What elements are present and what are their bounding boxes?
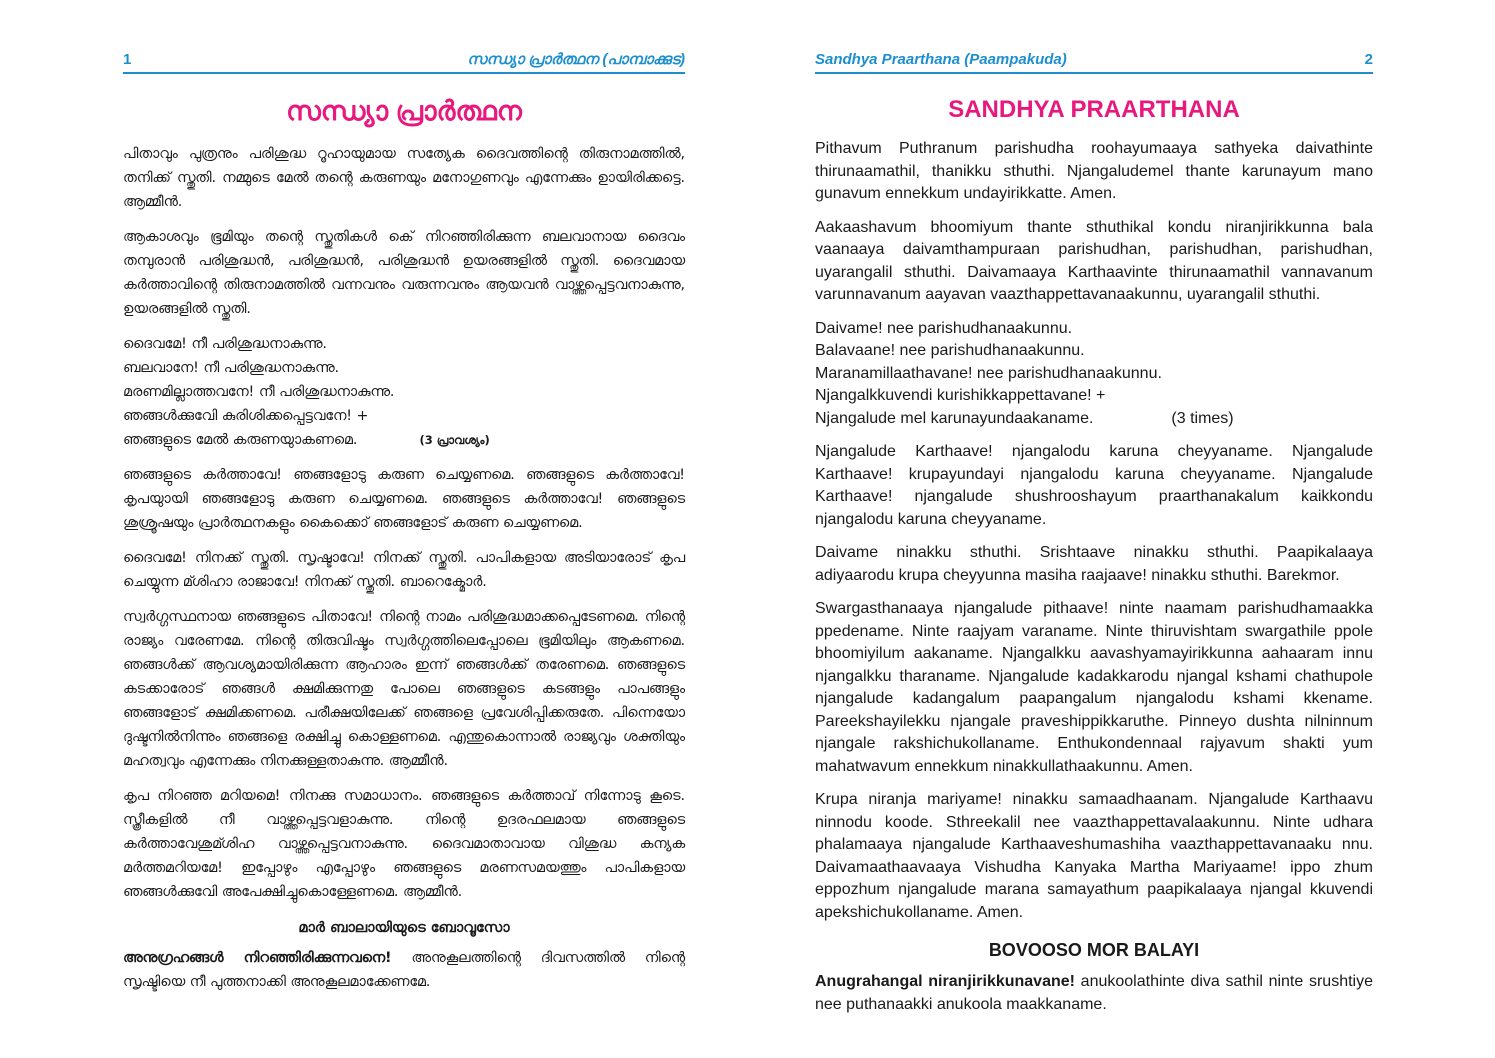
right-line-4: Njangalkkuvendi kurishikkappettavane! + <box>815 387 1106 404</box>
right-trisagion-lines <box>815 318 1373 431</box>
left-page-content <box>123 96 685 1005</box>
right-page-number: 2 <box>1364 50 1373 68</box>
left-paragraph-7-lead: അനുഗ്രഹങ്ങൾ നിറഞ്ഞിരിക്കുന്നവനെ! <box>123 950 392 966</box>
left-times-label: (3 പ്രാവശ്യം) <box>419 433 490 447</box>
right-line-3: Maranamillaathavane! nee parishudhanaakunnu. <box>815 364 1162 382</box>
left-header-title: സന്ധ്യാ പ്രാർത്ഥന (പാമ്പാക്കുട) <box>467 50 685 68</box>
right-paragraph-4: Daivame ninakku sthuthi. Srishtaave ninakku sthuthi. Paapikalaaya adiyaarodu krupa cheyyunna masiha raajaave! ninakku sthuthi. Barekmor. <box>815 544 1373 584</box>
right-paragraph-6: Krupa niranja mariyame! ninakku samaadhaanam. Njangalude Karthaavu ninnodu koode. Sthreekalil nee vaazthappettavalaakunnu. Ninte udhara phalamaaya njangalude Karthaaveshumashiha vaazthappettavanaaku nnu. Daivamaathaavaaya Vishudha Kanyaka Martha Mariyaame! ippo zhum eppozhum njangalude marana samayathum paapikalaaya njangal kkuvendi apekshichukollaname. Amen. <box>815 791 1373 921</box>
left-paragraph-7 <box>123 946 685 994</box>
right-page-header <box>815 48 1373 70</box>
right-paragraph-7 <box>815 971 1373 1016</box>
left-page-number: 1 <box>123 50 132 68</box>
right-header-rule <box>815 72 1373 74</box>
left-header-rule <box>123 72 685 74</box>
right-main-title: SANDHYA PRAARTHANA <box>948 96 1240 123</box>
right-subtitle: BOVOOSO MOR BALAYI <box>988 940 1200 960</box>
right-line-5: Njangalude mel karunayundaakaname. <box>815 409 1094 427</box>
left-line-3: മരണമില്ലാത്തവനേ! നീ പരിശുദ്ധനാകുന്നു. <box>123 384 395 400</box>
left-line-5: ഞങ്ങളുടെ മേൽ കരുണയുാകണമെ. <box>123 432 358 448</box>
left-line-2: ബലവാനേ! നീ പരിശുദ്ധനാകുന്നു. <box>123 360 339 376</box>
left-paragraph-7-rest: അനുകൂലത്തിന്റെ ദിവസത്തിൽ നിന്റെ സൃഷ്ടിയെ നീ പുത്തനാക്കി അനുകൂലമാക്കേണമേ. <box>123 950 685 990</box>
right-header-title: Sandhya Praarthana (Paampakuda) <box>815 50 1067 68</box>
right-line-2: Balavaane! nee parishudhanaakunnu. <box>815 342 1085 359</box>
left-page <box>123 0 685 1058</box>
left-paragraph-5: സ്വർഗ്ഗസ്ഥനായ ഞങ്ങളുടെ പിതാവേ! നിന്റെ നാമം പരിശുദ്ധമാക്കപ്പെടേണമെ. നിന്റെ രാജ്യം വരേണമേ. നിന്റെ തിരുവിഷ്ടം സ്വർഗ്ഗത്തിലെപ്പോലെ ഭൂമിയിലും ആകണമെ. ഞങ്ങൾക്ക് ആവശ്യമായിരിക്കുന്ന ആഹാരം ഇന്ന് ഞങ്ങൾക്ക് തരേണമെ. ഞങ്ങളുടെ കടക്കാരോട് ഞങ്ങൾ ക്ഷമിക്കുന്നതു പോലെ ഞങ്ങളുടെ കടങ്ങളും പാപങ്ങളും ഞങ്ങളോട് ക്ഷമിക്കണമെ. പരീക്ഷയിലേക്ക് ഞങ്ങളെ പ്രവേശിപ്പിക്കരുതേ. പിന്നെയോ ദുഷ്ടനിൽനിന്നും ഞങ്ങളെ രക്ഷിച്ചു കൊള്ളണമെ. എന്തുകൊന്നാൽ രാജ്യവും ശക്തിയും മഹത്വവും എന്നേക്കും നിനക്കുള്ളതാകുന്നു. ആമ്മീൻ. <box>123 609 686 769</box>
left-main-title: സന്ധ്യാ പ്രാർത്ഥന <box>286 96 522 126</box>
right-line-5-wrap <box>815 408 1373 431</box>
left-paragraph-3: ഞങ്ങളുടെ കർത്താവേ! ഞങ്ങളോടു കരുണ ചെയ്യണമെ. ഞങ്ങളുടെ കർത്താവേ! കൃപയുായി ഞങ്ങളോടു കരുണ ചെയ്യണമെ. ഞങ്ങളുടെ കർത്താവേ! ഞങ്ങളുടെ ശുശ്രൂഷയും പ്രാർത്ഥനകളും കൈക്കൊ് ഞങ്ങളോട് കരുണ ചെയ്യണമെ. <box>123 467 685 531</box>
left-paragraph-2: ആകാശവും ഭൂമിയും തന്റെ സ്തുതികൾ കെ് നിറഞ്ഞിരിക്കുന്ന ബലവാനായ ദൈവം തമ്പുരാൻ പരിശുദ്ധൻ, പരിശുദ്ധൻ, പരിശുദ്ധൻ ഉയരങ്ങളിൽ സ്തുതി. ദൈവമായ കർത്താവിന്റെ തിരുനാമത്തിൽ വന്നവനും വരുന്നവനും ആയവൻ വാഴ്ത്തപ്പെട്ടവനാകുന്നു, ഉയരങ്ങളിൽ സ്തുതി. <box>123 229 685 317</box>
right-page <box>815 0 1373 1058</box>
right-paragraph-1: Pithavum Puthranum parishudha roohayumaaya sathyeka daivathinte thirunaamathil, thanikku sthuthi. Njangaludemel thante karunayum mano gunavum ennekkum undayirikkatte. Amen. <box>815 140 1373 202</box>
right-times-label: (3 times) <box>1171 409 1234 427</box>
right-paragraph-2: Aakaashavum bhoomiyum thante sthuthikal kondu niranjirikkunna bala vaanaaya daivamthampuraan parishudhan, parishudhan, parishudhan, uyarangalil sthuthi. Daivamaaya Karthaavinte thirunaamathil vannavanum varunnavanum aayavan vaazthappettavanaakunnu, uyarangalil sthuthi. <box>815 218 1373 303</box>
right-page-content <box>815 96 1373 1027</box>
right-paragraph-7-rest: anukoolathinte diva sathil ninte srushtiye nee puthanaakki anukoola maakkaname. <box>815 973 1373 1013</box>
left-page-header <box>123 48 685 70</box>
left-trisagion-lines <box>123 332 685 452</box>
left-paragraph-6: കൃപ നിറഞ്ഞ മറിയമെ! നിനക്കു സമാധാനം. ഞങ്ങളുടെ കർത്താവ് നിന്നോടു കൂടെ. സ്ത്രീകളിൽ നീ വാഴ്ത്തപ്പെട്ടവളാകുന്നു. നിന്റെ ഉദരഫലമായ ഞങ്ങളുടെ കർത്താവേശുമ്ശിഹ വാഴ്ത്തപ്പെട്ടവനാകുന്നു. ദൈവമാതാവായ വിശുദ്ധ കന്യക മർത്തമറിയമേ! ഇപ്പോഴും എപ്പോഴും ഞങ്ങളുടെ മരണസമയത്തും പാപികളായ ഞങ്ങൾക്കുവേി അപേക്ഷിച്ചുകൊള്ളേണമെ. ആമ്മീൻ. <box>123 788 685 900</box>
right-paragraph-7-lead: Anugrahangal niranjirikkunavane! <box>815 973 1075 990</box>
left-line-1: ദൈവമേ! നീ പരിശുദ്ധനാകുന്നു. <box>123 336 327 352</box>
right-line-1: Daivame! nee parishudhanaakunnu. <box>815 319 1073 337</box>
left-line-4: ഞങ്ങൾക്കുവേി കുരിശിക്കപ്പെട്ടവനേ! + <box>123 408 369 424</box>
right-paragraph-3: Njangalude Karthaave! njangalodu karuna cheyyaname. Njangalude Karthaave! krupayundayi njangalodu karuna cheyyaname. Njangalude Karthaave! njangalude shushrooshayum praarthanakalum kaikkondu njangalodu karuna cheyyaname. <box>815 443 1373 528</box>
left-paragraph-1: പിതാവും പുത്രനും പരിശുദ്ധ റൂഹായുമായ സത്യേക ദൈവത്തിന്റെ തിരുനാമത്തിൽ, തനിക്ക് സ്തുതി. നമ്മുടെ മേൽ തന്റെ കരുണയും മനോഗുണവും എന്നേക്കും ഉായിരിക്കട്ടെ. ആമ്മീൻ. <box>123 146 685 210</box>
left-subtitle: മാർ ബാലായിയുടെ ബോവൂസോ <box>298 920 510 936</box>
right-paragraph-5: Swargasthanaaya njangalude pithaave! ninte naamam parishudhamaakka ppedename. Ninte raajyam varaname. Ninte thiruvishtam swargathile ppole bhoomiyilum aakaname. Njangalkku aavashyamayirikkunna aahaaram innu njangalkku tharaname. Njangalude kadakkarodu njangal kshami chathupole njangalude kadangalum paapangalum njangalodu kshami kkename. Pareekshayilekku njangale praveshippikkaruthe. Pinneyo dushta nilninnum njangale rakshichukollaname. Enthukondennaal rajyavum shakti yum mahatwavum ennekkum ninakkullathaakunnu. Amen. <box>815 600 1373 775</box>
left-paragraph-4: ദൈവമേ! നിനക്ക് സ്തുതി. സൃഷ്ടാവേ! നിനക്ക് സ്തുതി. പാപികളായ അടിയാരോട് കൃപ ചെയ്യുന്ന മ്ശിഹാ രാജാവേ! നിനക്ക് സ്തുതി. ബാറെക്മോർ. <box>123 550 685 590</box>
left-line-5-wrap <box>123 428 685 452</box>
